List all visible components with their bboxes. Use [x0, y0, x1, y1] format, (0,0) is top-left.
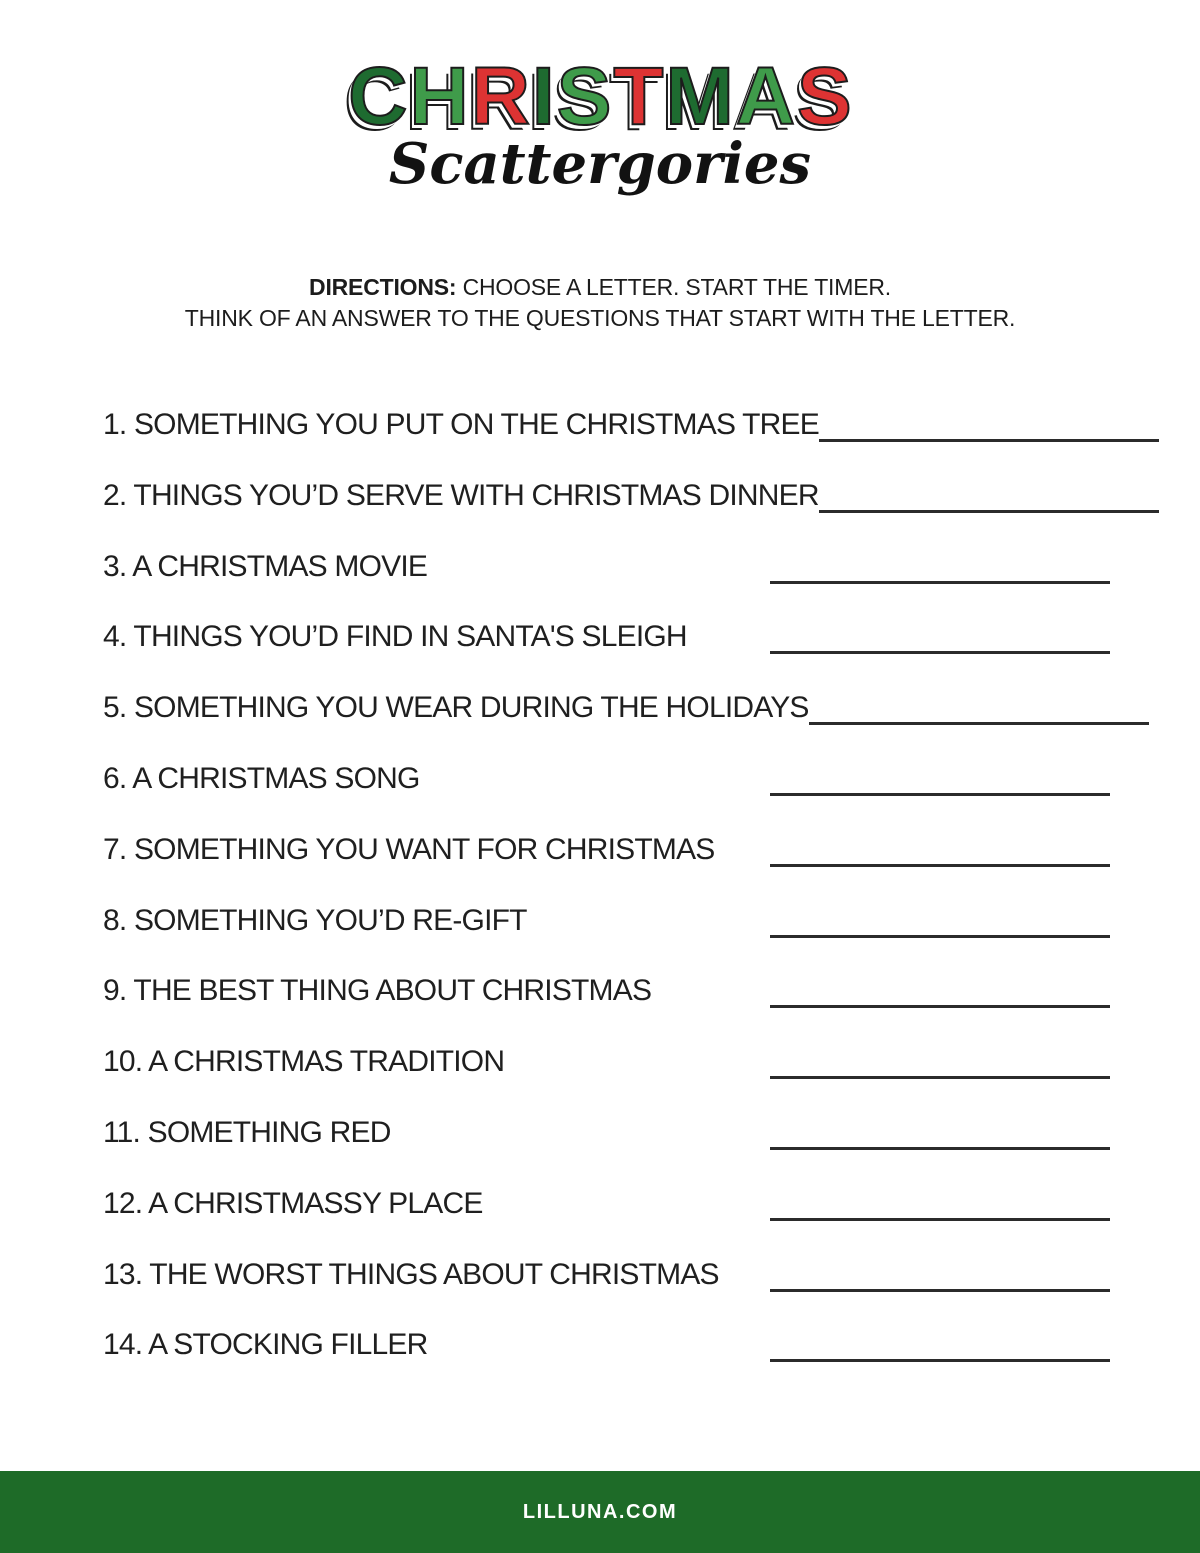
question-row	[103, 479, 1110, 550]
answer-blank-line[interactable]	[809, 691, 1149, 725]
answer-blank-line[interactable]	[770, 833, 1110, 867]
question-text: 1. SOMETHING YOU PUT ON THE CHRISTMAS TREE	[103, 408, 819, 441]
question-text: 9. THE BEST THING ABOUT CHRISTMAS	[103, 974, 652, 1008]
question-text: 14. A STOCKING FILLER	[103, 1328, 428, 1362]
footer-bar	[0, 1471, 1200, 1553]
question-row	[103, 408, 1110, 479]
question-row	[103, 1187, 1110, 1258]
question-text: 3. A CHRISTMAS MOVIE	[103, 549, 428, 583]
title-letter: S	[556, 51, 612, 142]
answer-blank-line[interactable]	[770, 550, 1110, 584]
question-text: 11. SOMETHING RED	[103, 1115, 391, 1149]
directions-line-2: THINK OF AN ANSWER TO THE QUESTIONS THAT START WITH THE LETTER.	[184, 305, 1016, 331]
answer-blank-line[interactable]	[819, 479, 1159, 513]
question-text: 10. A CHRISTMAS TRADITION	[103, 1045, 505, 1079]
answer-blank-line[interactable]	[770, 1116, 1110, 1150]
question-text: 6. A CHRISTMAS SONG	[103, 761, 420, 795]
question-text: 5. SOMETHING YOU WEAR DURING THE HOLIDAYS	[103, 691, 809, 725]
title-letter: C	[348, 51, 408, 142]
answer-blank-line[interactable]	[770, 762, 1110, 796]
title-letter: R	[470, 51, 530, 142]
title-letter: S	[797, 51, 852, 142]
question-text: 12. A CHRISTMASSY PLACE	[103, 1186, 483, 1220]
question-row	[103, 620, 1110, 691]
answer-blank-line[interactable]	[770, 1045, 1110, 1079]
title-letter: T	[613, 51, 664, 142]
question-row	[103, 1328, 1110, 1399]
question-text: 13. THE WORST THINGS ABOUT CHRISTMAS	[103, 1257, 719, 1291]
question-row	[103, 1116, 1110, 1187]
title-christmas	[0, 51, 1200, 142]
header	[0, 51, 1200, 197]
footer-site-text: LILLUNA.COM	[522, 1500, 678, 1523]
question-row	[103, 691, 1110, 762]
question-row	[103, 833, 1110, 904]
answer-blank-line[interactable]	[770, 1328, 1110, 1362]
answer-blank-line[interactable]	[770, 1187, 1110, 1221]
directions-line-1	[0, 272, 1200, 303]
question-text: 7. SOMETHING YOU WANT FOR CHRISTMAS	[103, 832, 715, 866]
answer-blank-line[interactable]	[819, 408, 1159, 442]
title-letter: M	[665, 51, 734, 142]
directions-text-1: CHOOSE A LETTER. START THE TIMER.	[462, 274, 891, 300]
question-row	[103, 550, 1110, 621]
answer-blank-line[interactable]	[770, 904, 1110, 938]
question-row	[103, 1045, 1110, 1116]
directions-label: DIRECTIONS:	[309, 274, 457, 300]
answer-blank-line[interactable]	[770, 1258, 1110, 1292]
question-row	[103, 904, 1110, 975]
question-text: 4. THINGS YOU’D FIND IN SANTA'S SLEIGH	[103, 620, 687, 654]
question-row	[103, 762, 1110, 833]
directions	[0, 272, 1200, 334]
question-row	[103, 1258, 1110, 1329]
title-letter: H	[409, 51, 469, 142]
question-text: 8. SOMETHING YOU’D RE-GIFT	[103, 903, 527, 937]
question-row	[103, 974, 1110, 1045]
question-text: 2. THINGS YOU’D SERVE WITH CHRISTMAS DINNER	[103, 478, 819, 512]
answer-blank-line[interactable]	[770, 620, 1110, 654]
title-scattergories: Scattergories	[388, 131, 812, 197]
title-letter: A	[735, 51, 796, 142]
questions-list	[103, 408, 1110, 1399]
title-letter: I	[531, 51, 555, 142]
answer-blank-line[interactable]	[770, 974, 1110, 1008]
